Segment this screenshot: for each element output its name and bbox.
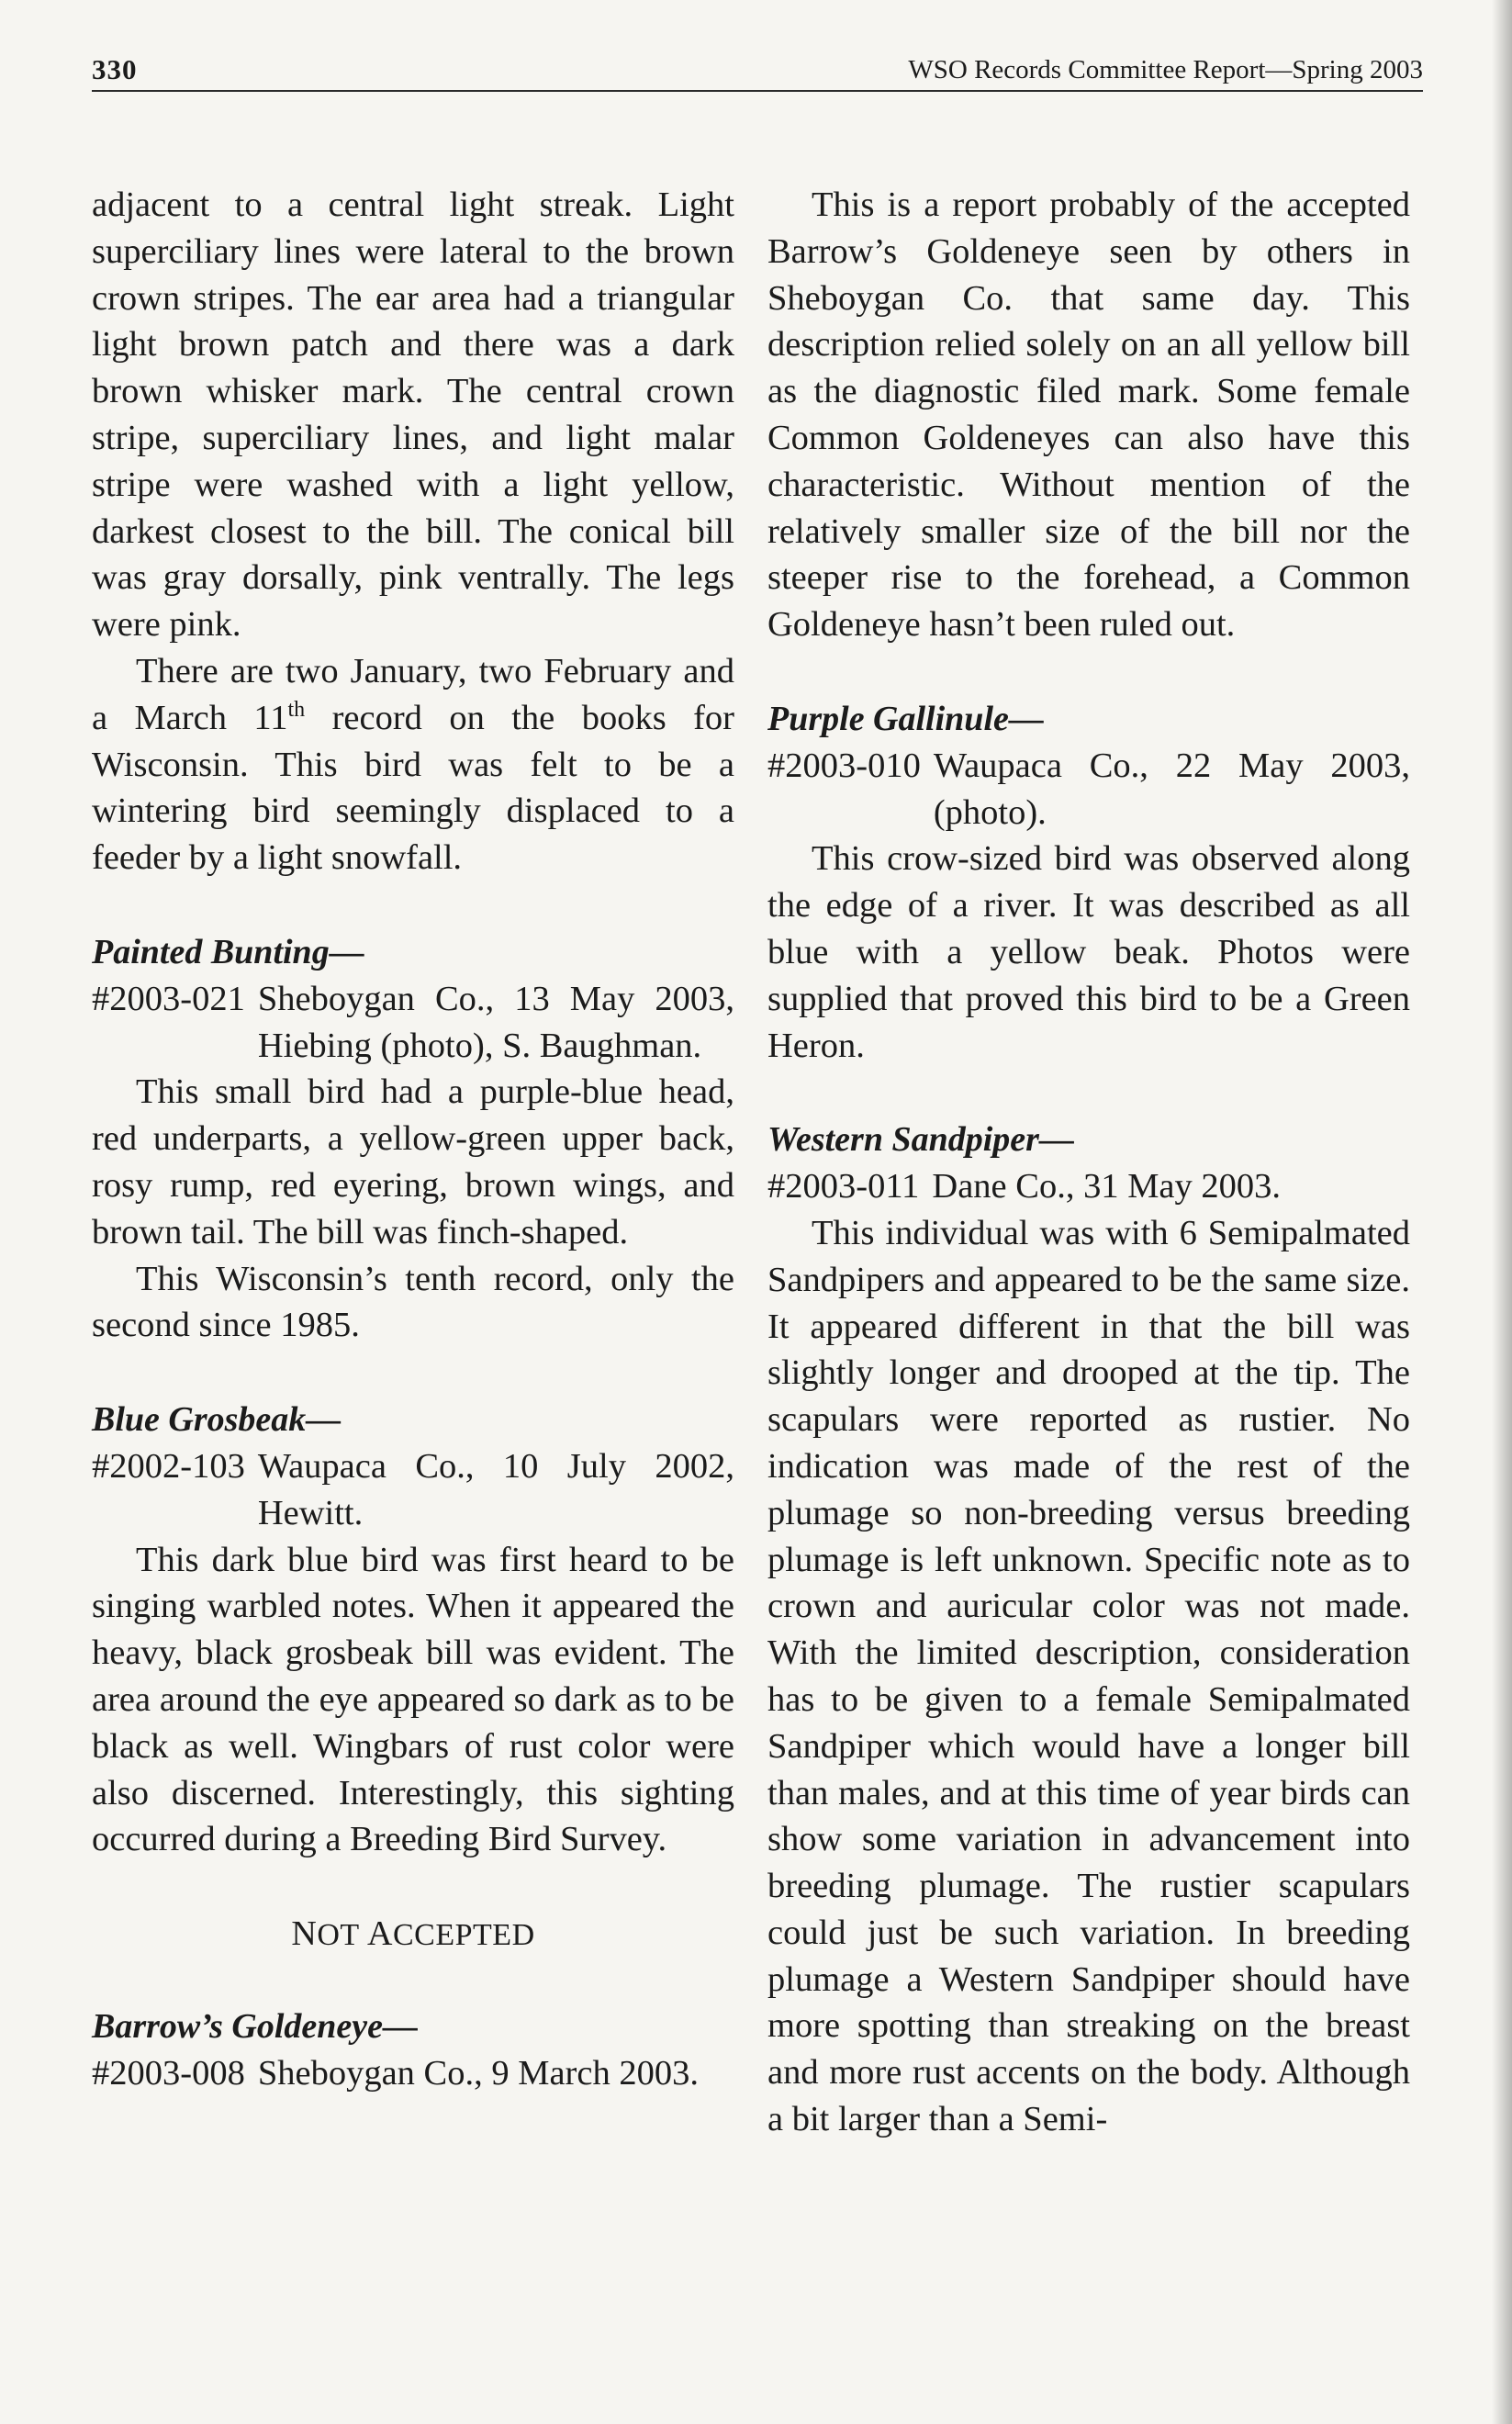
page-edge-shadow xyxy=(1492,0,1512,2424)
record-details: Waupaca Co., 10 July 2002, Hewitt. xyxy=(257,1446,734,1532)
record-number: #2002-103 xyxy=(92,1446,245,1486)
records-note-part-1: There are two January, two February and a March 11 xyxy=(92,651,734,737)
record-blue-grosbeak xyxy=(92,1443,734,1537)
superscript-th: th xyxy=(287,697,306,722)
left-column xyxy=(92,182,734,2096)
running-title: WSO Records Committee Report—Spring 2003 xyxy=(908,55,1423,84)
species-heading-purple-gallinule: Purple Gallinule— xyxy=(767,699,1044,738)
paragraph-painted-bunting-note: This Wisconsin’s tenth record, only the second since 1985. xyxy=(92,1259,734,1345)
record-barrows-goldeneye xyxy=(92,2050,734,2097)
paragraph-purple-gallinule-description: This crow-sized bird was observed along the edge of a river. It was described as all blue with a yellow beak. Photos were supplied that proved this bird to be a Green Heron. xyxy=(767,839,1410,1065)
paragraph-continued: adjacent to a central light streak. Light superciliary lines were lateral to the brown crown stripes. The ear area had a triangular light brown patch and there was a dark brown whisker mark. The central crown stripe, superciliary lines, and light malar stripe were washed with a light yellow, darkest closest to the bill. The conical bill was gray dorsally, pink ventrally. The legs were pink. xyxy=(92,185,734,645)
record-details: Waupaca Co., 22 May 2003, (photo). xyxy=(933,746,1410,832)
record-number: #2003-008 xyxy=(92,2053,245,2093)
species-heading-barrows-goldeneye: Barrow’s Goldeneye— xyxy=(92,2006,418,2046)
record-number: #2003-011 xyxy=(767,1167,920,1206)
paragraph-blue-grosbeak-description: This dark blue bird was first heard to be singing warbled notes. When it appeared the heavy, black grosbeak bill was evident. The area around the eye appeared so dark as to be black as well. Wingbars of rust color were also discerned. Interestingly, this sighting occurred during a Breeding Bird Survey. xyxy=(92,1540,734,1859)
record-number: #2003-010 xyxy=(767,746,921,785)
species-heading-blue-grosbeak: Blue Grosbeak— xyxy=(92,1400,342,1440)
paragraph-painted-bunting-description: This small bird had a purple-blue head, red underparts, a yellow-green upper back, rosy rump, red eyering, brown wings, and brown tail. The bill was finch-shaped. xyxy=(92,1072,734,1251)
section-heading-not-accepted: NOT ACCEPTED xyxy=(291,1914,535,1954)
right-column xyxy=(767,182,1410,2143)
paragraph-records-note xyxy=(92,648,734,881)
record-details: Sheboygan Co., 13 May 2003, Hiebing (photo), S. Baughman. xyxy=(257,979,734,1065)
records-note-part-2: record on the books for Wisconsin. This bird was felt to be a wintering bird seemingly displaced to a feeder by a light snowfall. xyxy=(92,698,734,878)
record-purple-gallinule xyxy=(767,743,1410,836)
page-number: 330 xyxy=(92,53,138,85)
paragraph-western-sandpiper-description: This individual was with 6 Semipalmated Sandpipers and appeared to be the same size. It appeared different in that the bill was slightly longer and drooped at the tip. The scapulars were reported as rustier. No indication was made of the rest of the plumage so non-breeding versus breeding plumage is left unknown. Specific note as to crown and auricular color was not made. With the limited description, consideration has to be given to a female Semipalmated Sandpiper which would have a longer bill than males, and at this time of year birds can show some variation in advancement into breeding plumage. The rustier scapulars could just be such variation. In breeding plumage a Western Sandpiper should have more spotting than streaking on the breast and more rust accents on the body. Although a bit larger than a Semi- xyxy=(767,1213,1410,2139)
page-header xyxy=(92,53,1423,92)
record-painted-bunting xyxy=(92,976,734,1070)
species-heading-western-sandpiper: Western Sandpiper— xyxy=(767,1120,1074,1160)
record-details: Sheboygan Co., 9 March 2003. xyxy=(257,2053,699,2093)
species-heading-painted-bunting: Painted Bunting— xyxy=(92,932,364,971)
record-number: #2003-021 xyxy=(92,979,245,1018)
record-western-sandpiper xyxy=(767,1163,1410,1210)
paragraph-barrows-goldeneye-description: This is a report probably of the accepted Barrow’s Goldeneye seen by others in Sheboygan Co. that same day. This description relied solely on an all yellow bill as the diagnostic filed mark. Some female Common Goldeneyes can also have this characteristic. Without mention of the relatively smaller size of the bill nor the steeper rise to the forehead, a Common Goldeneye hasn’t been ruled out. xyxy=(767,185,1410,645)
record-details: Dane Co., 31 May 2003. xyxy=(932,1167,1282,1206)
